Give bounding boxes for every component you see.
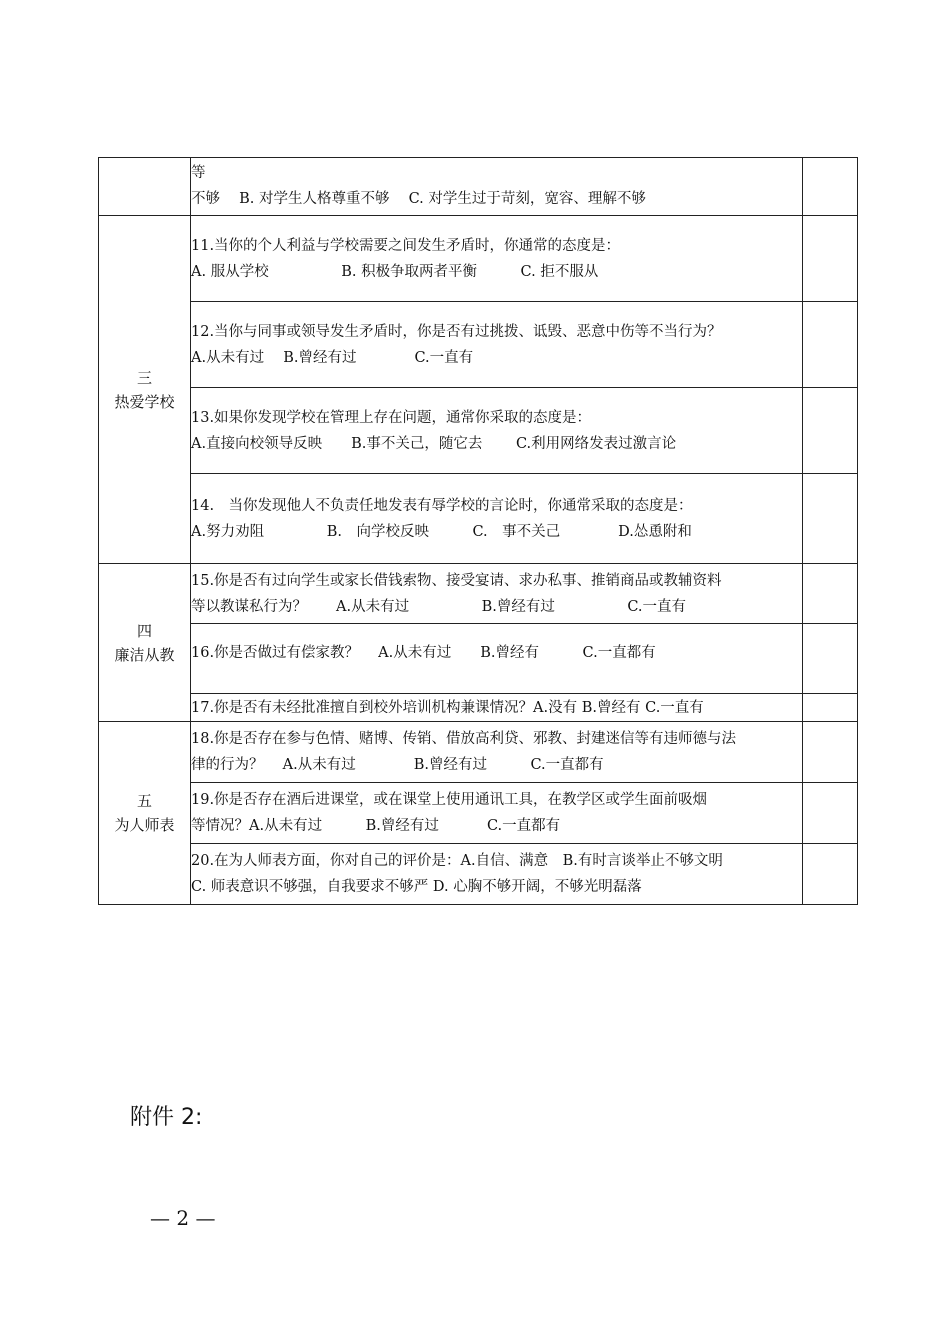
table-row	[99, 722, 858, 783]
answer-cell[interactable]	[803, 564, 858, 624]
category-title: 廉洁从教	[114, 645, 175, 664]
answer-cell[interactable]	[803, 722, 858, 783]
question-text: 15.你是否有过向学生或家长借钱索物、接受宴请、求办私事、推销商品或教辅资料	[191, 572, 722, 589]
question-cell-12	[191, 302, 803, 388]
question-options: A. 服从学校 B. 积极争取两者平衡 C. 拒不服从	[191, 263, 599, 280]
category-cell-integrity	[99, 564, 191, 722]
question-text: 18.你是否存在参与色情、赌博、传销、借放高利贷、邪教、封建迷信等有违师德与法	[191, 731, 737, 747]
table-row	[99, 694, 858, 722]
question-options: A.直接向校领导反映 B.事不关己，随它去 C.利用网络发表过激言论	[191, 435, 677, 452]
category-title: 热爱学校	[114, 392, 175, 411]
question-options: 等以教谋私行为？ A.从未有过 B.曾经有过 C.一直有	[191, 598, 687, 615]
question-text: 20.在为人师表方面，你对自己的评价是：A.自信、满意 B.有时言谈举止不够文明	[191, 853, 723, 869]
category-cell-empty	[99, 158, 191, 216]
category-number: 三	[136, 368, 152, 387]
answer-cell[interactable]	[803, 783, 858, 844]
category-title: 为人师表	[114, 816, 175, 834]
question-text: 14. 当你发现他人不负责任地发表有辱学校的言论时，你通常采取的态度是：	[191, 497, 693, 514]
answer-cell[interactable]	[803, 694, 858, 722]
question-options: A.从未有过 B.曾经有过 C.一直有	[191, 349, 474, 366]
question-cell-15	[191, 564, 803, 624]
question-cell-11	[191, 216, 803, 302]
table-row	[99, 388, 858, 474]
question-cell-13	[191, 388, 803, 474]
question-options: 等情况？A.从未有过 B.曾经有过 C.一直都有	[191, 818, 561, 834]
table-row	[99, 474, 858, 564]
table-row	[99, 624, 858, 694]
page-number: — 2 —	[150, 1206, 216, 1230]
answer-cell[interactable]	[803, 388, 858, 474]
answer-cell[interactable]	[803, 624, 858, 694]
question-cell-continued	[191, 158, 803, 216]
answer-cell[interactable]	[803, 844, 858, 905]
table-row	[99, 302, 858, 388]
question-text: 12.当你与同事或领导发生矛盾时，你是否有过挑拨、诋毁、恶意中伤等不当行为？	[191, 323, 722, 340]
question-text: 19.你是否存在酒后进课堂，或在课堂上使用通讯工具，在教学区或学生面前吸烟	[191, 792, 708, 808]
table-row	[99, 783, 858, 844]
question-text: 等	[191, 164, 206, 181]
question-options: A.努力劝阻 B. 向学校反映 C. 事不关己 D.怂恿附和	[191, 523, 692, 540]
question-text: 11.当你的个人利益与学校需要之间发生矛盾时，你通常的态度是：	[191, 237, 621, 254]
question-cell-14	[191, 474, 803, 564]
question-options: C. 师表意识不够强，自我要求不够严 D. 心胸不够开阔，不够光明磊落	[191, 879, 642, 895]
question-text: 17.你是否有未经批准擅自到校外培训机构兼课情况？A.没有 B.曾经有 C.一直有	[191, 699, 704, 716]
question-cell-18	[191, 722, 803, 783]
question-options: 律的行为？ A.从未有过 B.曾经有过 C.一直都有	[191, 757, 604, 773]
table-row	[99, 216, 858, 302]
answer-cell[interactable]	[803, 158, 858, 216]
question-cell-17	[191, 694, 803, 722]
table-row	[99, 844, 858, 905]
question-cell-19	[191, 783, 803, 844]
annex-heading: 附件 2:	[130, 1105, 203, 1130]
question-cell-16	[191, 624, 803, 694]
question-text: 13.如果你发现学校在管理上存在问题，通常你采取的态度是：	[191, 409, 592, 426]
category-number: 五	[136, 792, 152, 810]
category-cell-role-model	[99, 722, 191, 905]
answer-cell[interactable]	[803, 474, 858, 564]
table-row	[99, 158, 858, 216]
category-cell-love-school	[99, 216, 191, 564]
table-row	[99, 564, 858, 624]
question-options: 不够 B. 对学生人格尊重不够 C. 对学生过于苛刻，宽容、理解不够	[191, 190, 646, 207]
answer-cell[interactable]	[803, 216, 858, 302]
survey-table	[98, 157, 858, 905]
question-text: 16.你是否做过有偿家教？ A.从未有过 B.曾经有 C.一直都有	[191, 645, 656, 661]
question-cell-20	[191, 844, 803, 905]
category-number: 四	[136, 621, 152, 640]
answer-cell[interactable]	[803, 302, 858, 388]
